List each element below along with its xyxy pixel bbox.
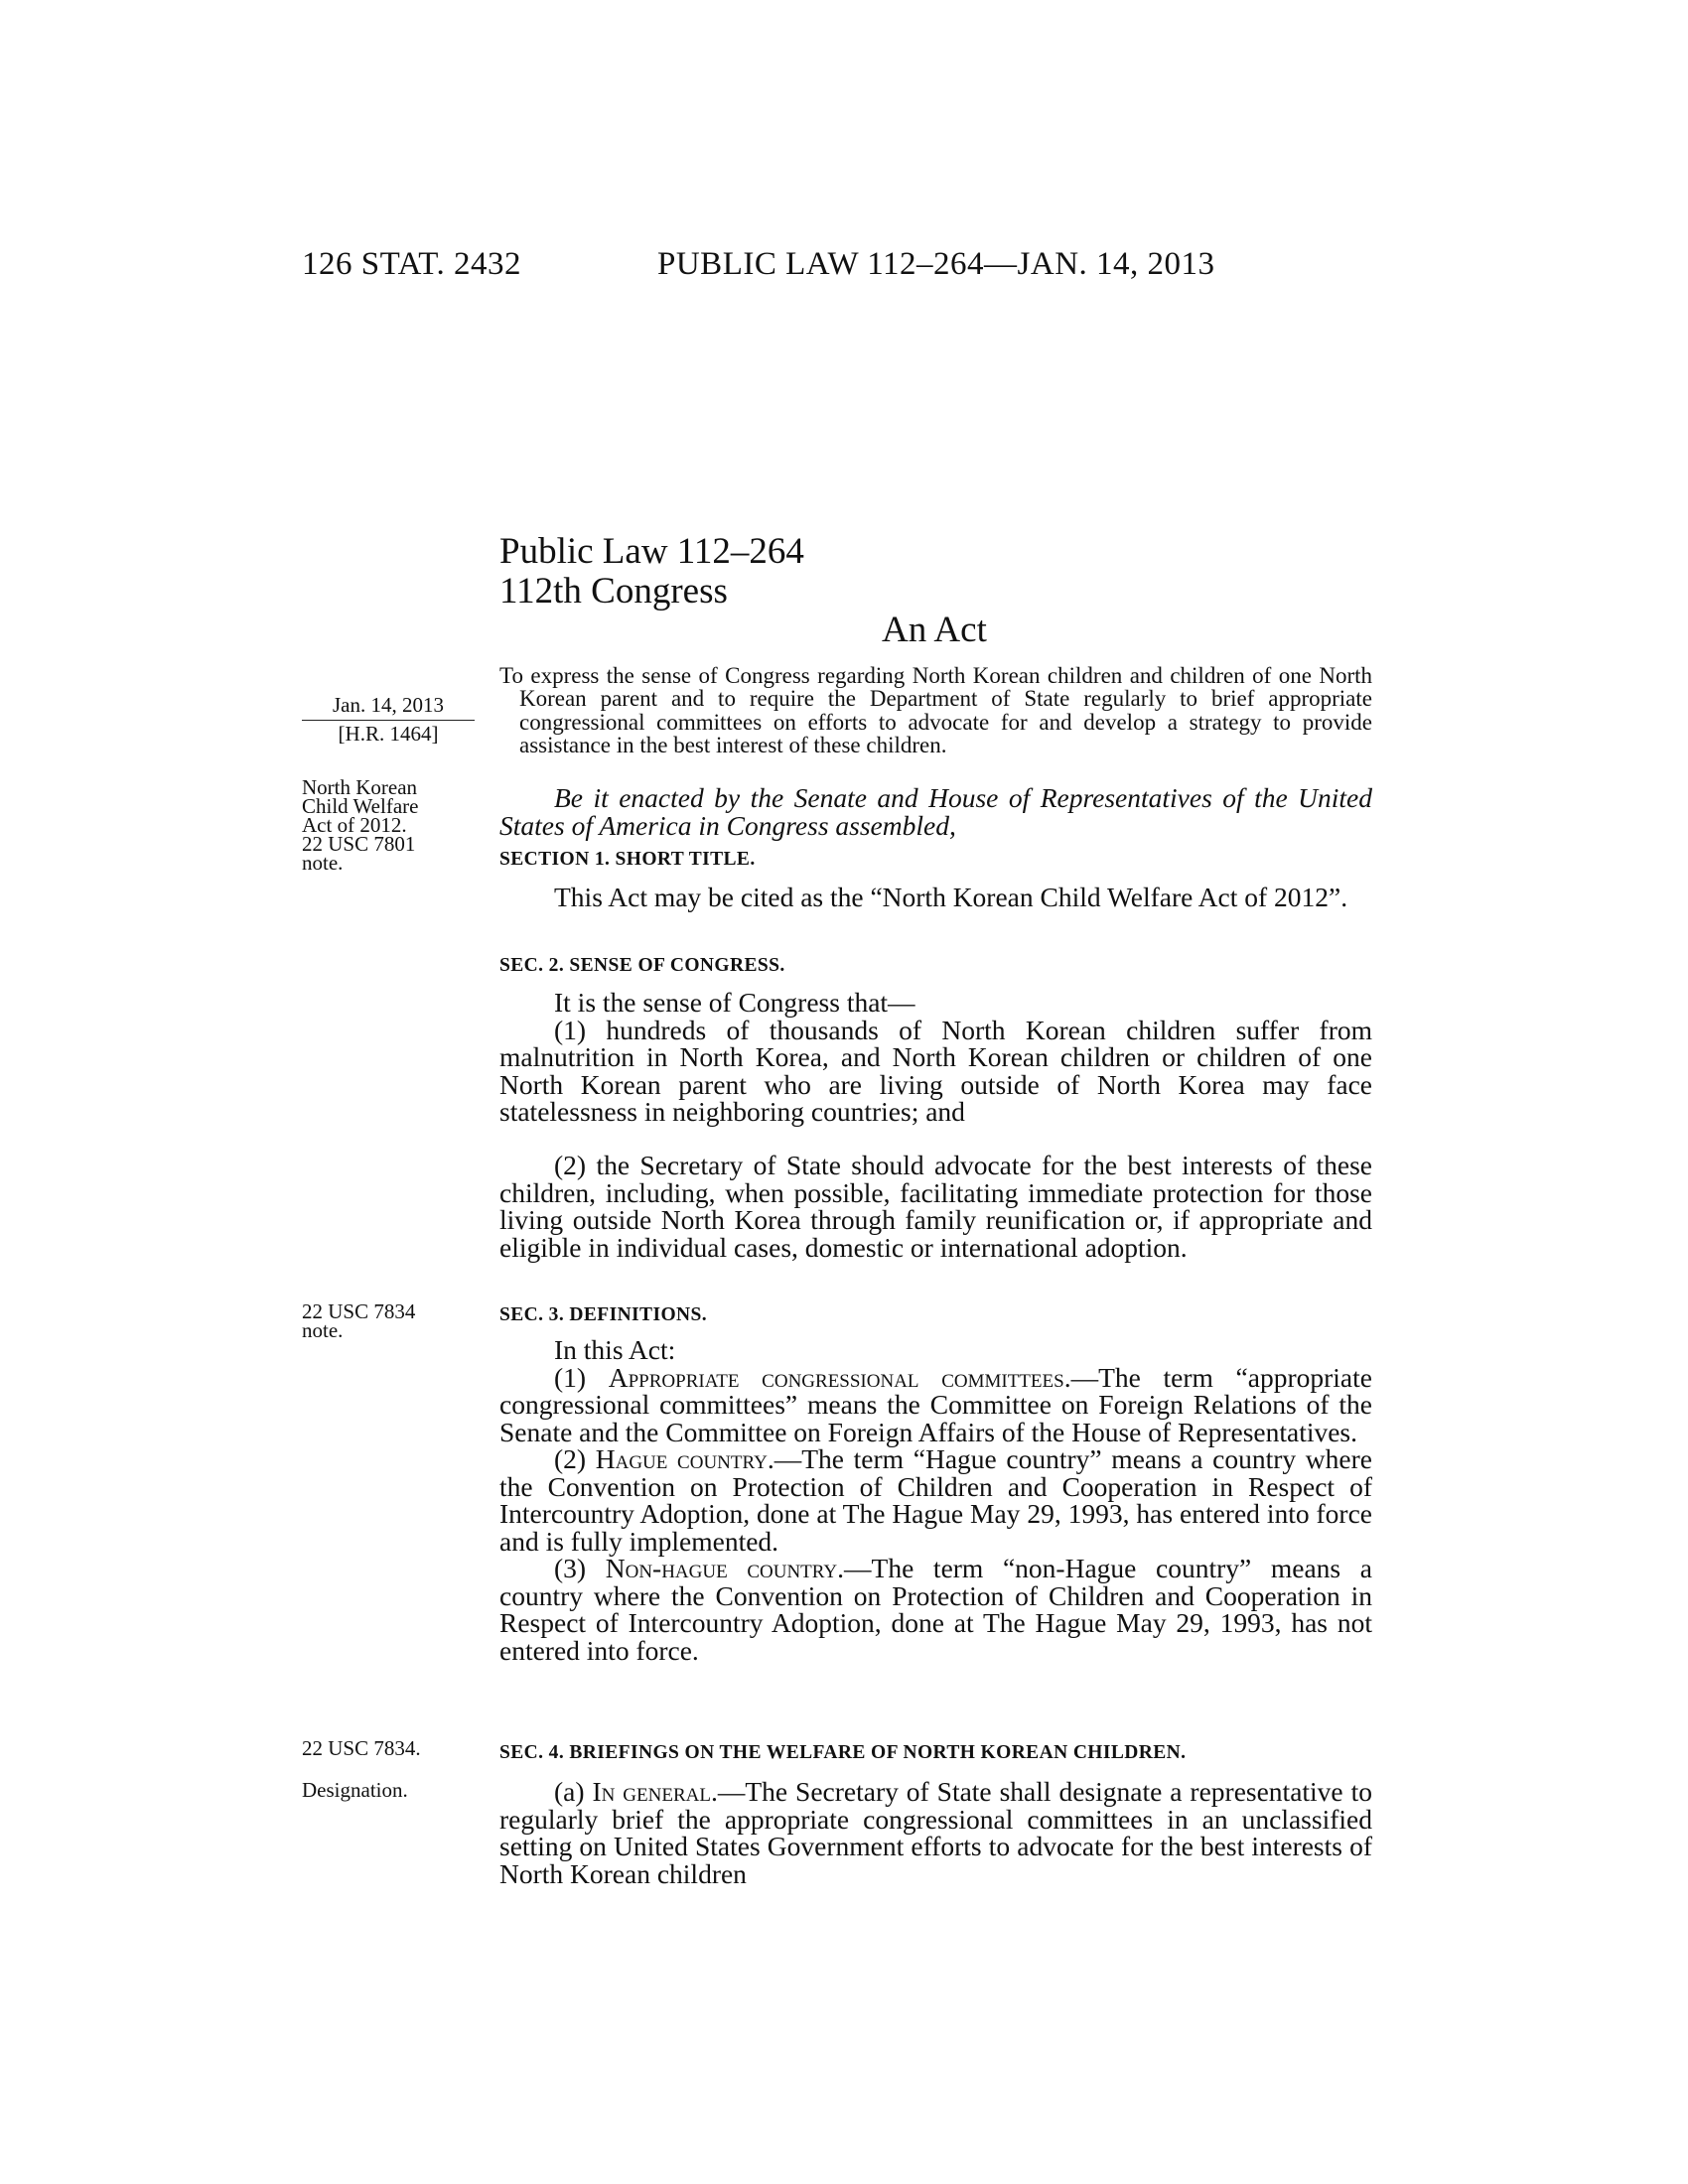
act-heading: An Act bbox=[882, 610, 987, 650]
sense-paragraph-1 bbox=[445, 1014, 1372, 1127]
definition-1-term: Appropriate congressional committees. bbox=[608, 1361, 1071, 1393]
running-header-title: PUBLIC LAW 112–264—JAN. 14, 2013 bbox=[657, 246, 1215, 282]
margin-note-line: 22 USC 7801 bbox=[302, 832, 416, 856]
margin-note-line: 22 USC 7834 bbox=[302, 1299, 416, 1323]
congress-number: 112th Congress bbox=[499, 571, 728, 612]
statute-page-number: 126 STAT. 2432 bbox=[302, 246, 522, 282]
definition-1-text: —The term “appropriate congressional committees” means the Committee on Foreign Relations of the Senate and the Committee on Foreign Affairs of the House of Representatives. bbox=[499, 1361, 1372, 1447]
margin-note-line: North Korean bbox=[302, 775, 418, 799]
definition-2-term: Hague country. bbox=[595, 1443, 774, 1474]
public-law-number: Public Law 112–264 bbox=[499, 531, 804, 572]
section-2-heading: SEC. 2. SENSE OF CONGRESS. bbox=[499, 955, 785, 976]
purpose-paragraph bbox=[499, 664, 1372, 757]
margin-note-line: Act of 2012. bbox=[302, 813, 407, 837]
margin-note-line: note. bbox=[302, 851, 344, 875]
definition-1 bbox=[445, 1361, 1372, 1447]
section-1-heading: SECTION 1. SHORT TITLE. bbox=[499, 849, 756, 870]
bill-number: [H.R. 1464] bbox=[338, 722, 439, 746]
subsection-a-text: —The Secretary of State shall designate a representative to regularly brief the appropriate congressional committees in an unclassified setting on United States Government efforts to advocate for the best interests of North Korean children bbox=[499, 1776, 1372, 1889]
section-3-body bbox=[499, 1336, 1372, 1664]
sense-paragraph-1-text: (1) hundreds of thousands of North Korean children suffer from malnutrition in North Korea, and North Korean children or children of one North Korean parent who are living outside of North Korea may face statelessness in neighboring countries; and bbox=[499, 1014, 1372, 1127]
enacting-clause bbox=[499, 784, 1372, 839]
short-title-text: This Act may be cited as the “North Korean Child Welfare Act of 2012”. bbox=[554, 882, 1348, 912]
margin-note-line: note. bbox=[302, 1318, 344, 1342]
section-2-body-cont bbox=[499, 1152, 1372, 1261]
definition-3-term: Non-hague country. bbox=[605, 1553, 845, 1583]
section-4-body bbox=[499, 1778, 1372, 1887]
definitions-intro: In this Act: bbox=[554, 1334, 676, 1365]
purpose-text: To express the sense of Congress regarding North Korean children and children of one North Korean parent and to require the Department of State regularly to brief appropriate congressional committees on efforts to advocate for and develop a strategy to provide assistance in the best interest of these children. bbox=[499, 663, 1372, 758]
subsection-a-number: (a) bbox=[554, 1776, 593, 1807]
sense-paragraph-2 bbox=[445, 1152, 1372, 1261]
section-1-body bbox=[499, 884, 1372, 911]
margin-note-designation: Designation. bbox=[302, 1778, 408, 1802]
enactment-date: Jan. 14, 2013 bbox=[333, 693, 444, 717]
definition-1-number: (1) bbox=[554, 1361, 609, 1393]
margin-note-definitions bbox=[302, 1299, 416, 1342]
definition-2-text: —The term “Hague country” means a country where the Convention on Protection of Children and Cooperation in Respect of Intercountry Adoption, done at The Hague May 29, 1993, has entered into force and is fully implemented. bbox=[499, 1443, 1372, 1557]
section-4-heading: SEC. 4. BRIEFINGS ON THE WELFARE OF NORTH KOREAN CHILDREN. bbox=[499, 1742, 1187, 1763]
definition-2 bbox=[445, 1445, 1372, 1555]
margin-note-line: Child Welfare bbox=[302, 794, 419, 818]
date-divider bbox=[302, 720, 475, 721]
enacting-clause-text: Be it enacted by the Senate and House of Representatives of the United States of America in Congress assembled, bbox=[499, 782, 1372, 841]
definition-2-number: (2) bbox=[554, 1443, 596, 1474]
sense-paragraph-2-text: (2) the Secretary of State should advocate for the best interests of these children, including, when possible, facilitating immediate protection for those living outside North Korea through family reunification or, if appropriate and eligible in individual cases, domestic or international adoption. bbox=[499, 1150, 1372, 1263]
definition-3-text: —The term “non-Hague country” means a country where the Convention on Protection of Children and Cooperation in Respect of Intercountry Adoption, done at The Hague May 29, 1993, has not entered into force. bbox=[499, 1553, 1372, 1666]
section-2-body bbox=[499, 989, 1372, 1126]
subsection-a-term: In general. bbox=[592, 1776, 718, 1807]
definition-3 bbox=[445, 1555, 1372, 1664]
sense-intro: It is the sense of Congress that— bbox=[554, 987, 915, 1018]
subsection-a bbox=[499, 1778, 1372, 1887]
definition-3-number: (3) bbox=[554, 1553, 606, 1583]
enactment-date-block bbox=[302, 693, 475, 746]
margin-note-briefings: 22 USC 7834. bbox=[302, 1736, 421, 1760]
section-3-heading: SEC. 3. DEFINITIONS. bbox=[499, 1304, 708, 1325]
margin-note-short-title bbox=[302, 775, 419, 875]
